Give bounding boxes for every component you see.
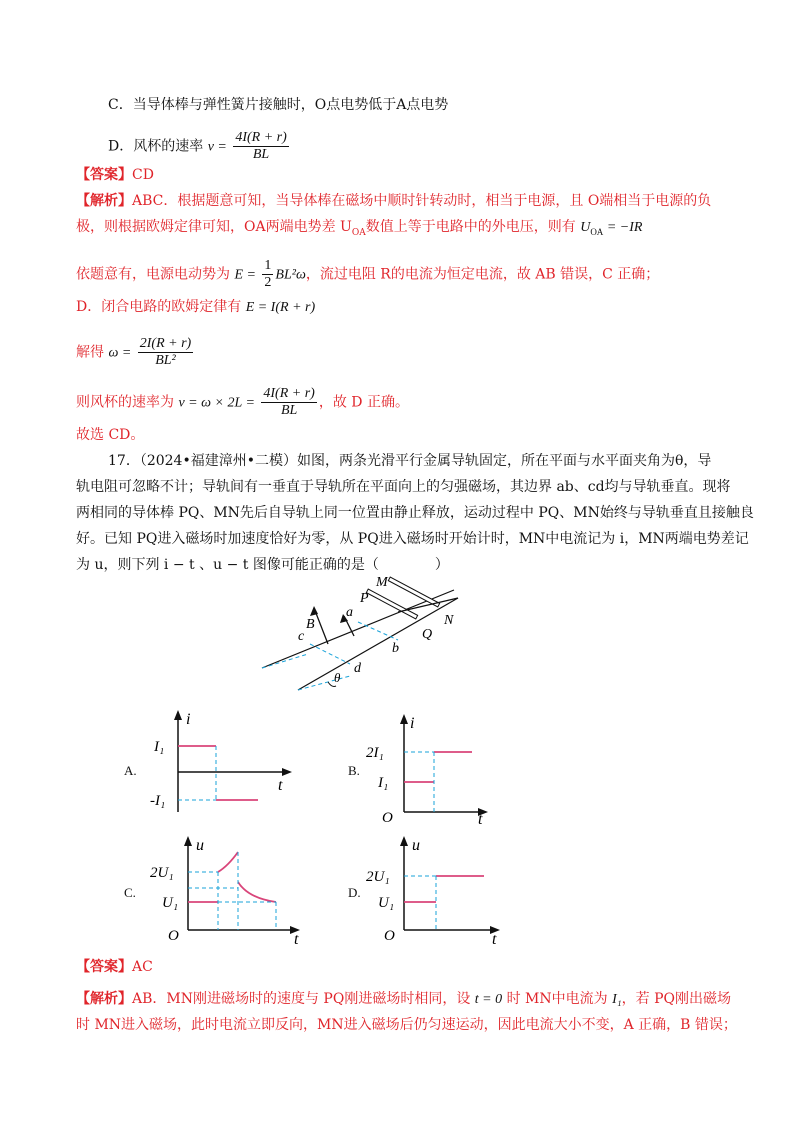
q17-analysis-line-1: 【解析】AB．MN刚进磁场时的速度与 PQ刚进磁场时相同，设 t = 0 时 MN中电流为 I₁，若 PQ刚出磁场: [76, 991, 731, 1007]
q17-stem-line-2: 轨电阻可忽略不计；导轨间有一垂直于导轨所在平面向上的匀强磁场，其边界 ab、cd均与导轨垂直。现将: [76, 479, 731, 495]
graph-c-y-label: u: [196, 837, 204, 854]
q16-option-d: [108, 130, 291, 163]
boundary-cd: [310, 644, 350, 664]
q17-stem-line-3: 两相同的导体棒 PQ、MN先后自导轨上同一位置由静止释放，运动过程中 PQ、MN始终与导轨垂直且接触良: [76, 505, 754, 521]
q17-answer: 【答案】AC: [76, 959, 153, 975]
graph-a: [150, 708, 300, 818]
graph-c: [148, 832, 308, 947]
option-b-label[interactable]: B.: [348, 763, 360, 778]
label-theta: θ: [334, 670, 341, 685]
horizontal-ref: [298, 676, 350, 690]
graph-c-rising-curve: [218, 852, 238, 872]
boundary-ab: [358, 622, 398, 640]
graph-d-tick-top: 2U₁: [366, 869, 390, 885]
q16-analysis-line-4: D．闭合电路的欧姆定律有 E = I(R + r): [76, 299, 316, 315]
label-P: P: [360, 591, 369, 606]
label-Q: Q: [422, 627, 433, 642]
graph-a-tick-top: I₁: [154, 739, 165, 755]
label-M: M: [376, 575, 388, 590]
q17-analysis-line-2: 时 MN进入磁场，此时电流立即反向，MN进入磁场后仍匀速运动，因此电流大小不变，A 正确，B 错误；: [76, 1017, 737, 1033]
q16-option-d-lhs: v =: [207, 139, 227, 155]
option-a-label[interactable]: A.: [124, 763, 137, 778]
q16-analysis-line-2: 极，则根据欧姆定律可知，OA两端电势差 $U_{OA}$数值上等于电路中的外电压，则有 $U_{OA} = -IR$: [76, 219, 643, 238]
plane-edge-left: [262, 654, 308, 668]
label-B: B: [306, 617, 315, 632]
graph-c-tick-top: 2U₁: [150, 865, 174, 881]
graph-a-x-arrow: [282, 768, 292, 776]
q17-stem-line-5: 为 u，则下列 i − t 、u − t 图像可能正确的是（ ）: [76, 557, 449, 573]
graph-c-tick-mid: U₁: [162, 895, 179, 911]
graph-d-y-label: u: [412, 837, 420, 854]
option-d-label[interactable]: D.: [348, 885, 361, 900]
graph-b-y-label: i: [410, 715, 415, 732]
q16-option-d-fraction: $\frac{4I(R + r)}{BL}$: [235, 130, 287, 162]
graph-a-y-label: i: [186, 711, 191, 728]
label-d: d: [354, 661, 361, 676]
graph-b-origin: O: [382, 810, 393, 825]
label-a: a: [346, 605, 353, 620]
label-c: c: [298, 629, 305, 644]
graph-d: [364, 832, 514, 947]
graph-b-x-label: t: [478, 811, 483, 825]
label-N: N: [444, 613, 454, 628]
graph-c-decay-curve: [238, 882, 276, 902]
q16-analysis-line-6: 则风杯的速率为 v = ω × 2L = $\frac{4I(R + r)}{BL}$ ，故 D 正确。: [76, 386, 409, 418]
graph-a-tick-bottom: -I₁: [150, 793, 166, 809]
rod-MN: [388, 577, 439, 607]
graph-a-y-arrow: [174, 710, 182, 720]
graph-c-y-arrow: [184, 836, 192, 846]
graph-d-tick-mid: U₁: [378, 895, 395, 911]
graph-d-x-label: t: [492, 931, 497, 947]
graph-b-tick-mid: I₁: [378, 775, 389, 791]
q16-analysis-line-3: 依题意有，电源电动势为 E = $\frac{1}{2}$ BL²ω，流过电阻 R的电流为恒定电流，故 AB 错误，C 正确；: [76, 258, 660, 290]
q16-omega-fraction: $\frac{2I(R + r)}{\text{BL²}}$: [139, 336, 192, 368]
graph-b-tick-top: 2I₁: [366, 745, 384, 761]
graph-a-x-label: t: [278, 777, 283, 794]
q17-rail-figure: [250, 572, 490, 702]
option-c-label[interactable]: C.: [124, 885, 136, 900]
graph-d-origin: O: [384, 928, 395, 944]
graph-c-x-label: t: [294, 931, 299, 947]
label-b: b: [392, 641, 399, 656]
q16-speed-fraction: $\frac{4I(R + r)}{BL}$: [263, 386, 315, 418]
rod-PQ: [366, 589, 417, 619]
q16-option-c: C．当导体棒与弹性簧片接触时，O点电势低于A点电势: [108, 97, 449, 113]
q16-option-d-prefix: D．风杯的速率: [108, 138, 204, 155]
graph-b-y-arrow: [400, 714, 408, 724]
q17-stem-line-4: 好。已知 PQ进入磁场时加速度恰好为零，从 PQ进入磁场时开始计时，MN中电流记为 i，MN两端电势差记: [76, 531, 749, 547]
graph-d-y-arrow: [400, 836, 408, 846]
q16-analysis-line-7: 故选 CD。: [76, 427, 145, 443]
q16-emf-fraction: $\frac{1}{2}$: [264, 258, 272, 290]
graph-b: [364, 710, 504, 825]
q16-answer: 【答案】CD: [76, 167, 154, 183]
q16-analysis-line-1: 【解析】ABC．根据题意可知，当导体棒在磁场中顺时针转动时，相当于电源，且 O端相当于电源的负: [76, 193, 712, 209]
q17-stem-line-1: 17．（2024•福建漳州•二模）如图，两条光滑平行金属导轨固定，所在平面与水平面夹角为θ，导: [108, 453, 712, 469]
q16-analysis-line-5: 解得 ω = $\frac{2I(R + r)}{\text{BL²}}$: [76, 336, 192, 368]
graph-c-origin: O: [168, 928, 179, 944]
